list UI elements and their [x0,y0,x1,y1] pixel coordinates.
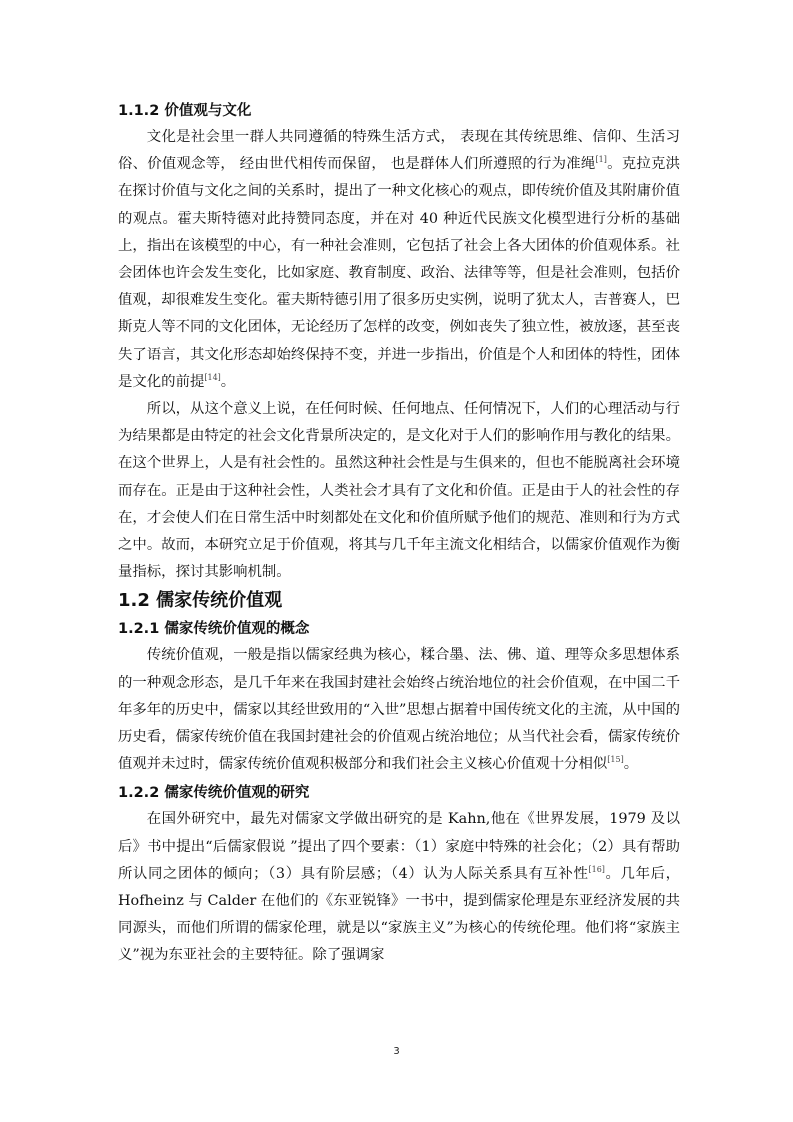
section-heading-1-2-1: 1.2.1 儒家传统价值观的概念 [118,621,310,638]
page-number: 3 [393,1046,400,1057]
paragraph-culture-definition [118,124,680,396]
section-heading-1-1-2: 1.1.2 价值观与文化 [118,103,252,119]
paragraph-confucian-concept [118,642,680,778]
paragraph-text: 。几年后，Hofheinz 与 Calder 在他们的《东亚锐锋》一书中，提到儒家伦理是东亚经济发展的共同源头，而他们所谓的儒家伦理，就是以“家族主义”为核心的传统伦理。他们将“家族主义”视为东亚社会的主要特征。除了强调家 [118,865,680,964]
paragraph-text: 。 [623,756,639,773]
paragraph-text: 传统价值观，一般是指以儒家经典为核心，糅合墨、法、佛、道、理等众多思想体系的一种观念形态，是几千年来在我国封建社会始终占统治地位的社会价值观，在中国二千年多年的历史中，儒家以其经世致用的“入世”思想占据着中国传统文化的主流，从中国的历史看，儒家传统价值在我国封建社会的价值观占统治地位；从当代社会看，儒家传统价值观并未过时，儒家传统价值观积极部分和我们社会主义核心价值观十分相似 [118,647,680,773]
section-heading-1-2: 1.2 儒家传统价值观 [118,590,283,612]
body-text [118,98,680,970]
paragraph-text: 。克拉克洪在探讨价值与文化之间的关系时，提出了一种文化核心的观点，即传统价值及其附庸价值的观点。霍夫斯特德对此持赞同态度，并在对 40 种近代民族文化模型进行分析的基础上，指出在该模型的中心，有一种社会准则，它包括了社会上各大团体的价值观体系。社会团体也许会发生变化，比如家庭、教育制度、政治、法律等等，但是社会准则，包括价值观，却很难发生变化。霍夫斯特德引用了很多历史实例，说明了犹太人，吉普赛人，巴斯克人等不同的文化团体，无论经历了怎样的改变，例如丧失了独立性，被放逐，甚至丧失了语言，其文化形态却始终保持不变，并进一步指出，价值是个人和团体的特性，团体是文化的前提 [118,156,680,390]
paragraph-confucian-research [118,806,680,969]
citation-ref-14: [14] [204,373,221,383]
citation-ref-15: [15] [607,755,624,765]
paragraph-text: 。 [220,373,236,390]
citation-ref-1: [1] [595,155,607,165]
paragraph-social-culture: 所以，从这个意义上说，在任何时候、任何地点、任何情况下，人们的心理活动与行为结果都是由特定的社会文化背景所决定的，是文化对于人们的影响作用与教化的结果。在这个世界上，人是有社会性的。虽然这种社会性是与生俱来的，但也不能脱离社会环境而存在。正是由于这种社会性，人类社会才具有了文化和价值。正是由于人的社会性的存在，才会使人们在日常生活中时刻都处在文化和价值所赋予他们的规范、准则和行为方式之中。故而，本研究立足于价值观，将其与几千年主流文化相结合，以儒家价值观作为衡量指标，探讨其影响机制。 [118,401,680,581]
paragraph-text: 文化是社会里一群人共同遵循的特殊生活方式， 表现在其传统思维、信仰、生活习俗、价值观念等， 经由世代相传而保留， 也是群体人们所遵照的行为准绳 [118,129,680,173]
citation-ref-16: [16] [588,865,605,875]
section-heading-1-2-2: 1.2.2 儒家传统价值观的研究 [118,785,310,802]
paragraph-text: 在国外研究中，最先对儒家文学做出研究的是 Kahn,他在《世界发展，1979 及以后》书中提出“后儒家假说 ”提出了四个要素：（1）家庭中特殊的社会化；（2）具有帮助所认同之团体的倾向；（3）具有阶层感；（4）认为人际关系具有互补性 [118,811,680,882]
